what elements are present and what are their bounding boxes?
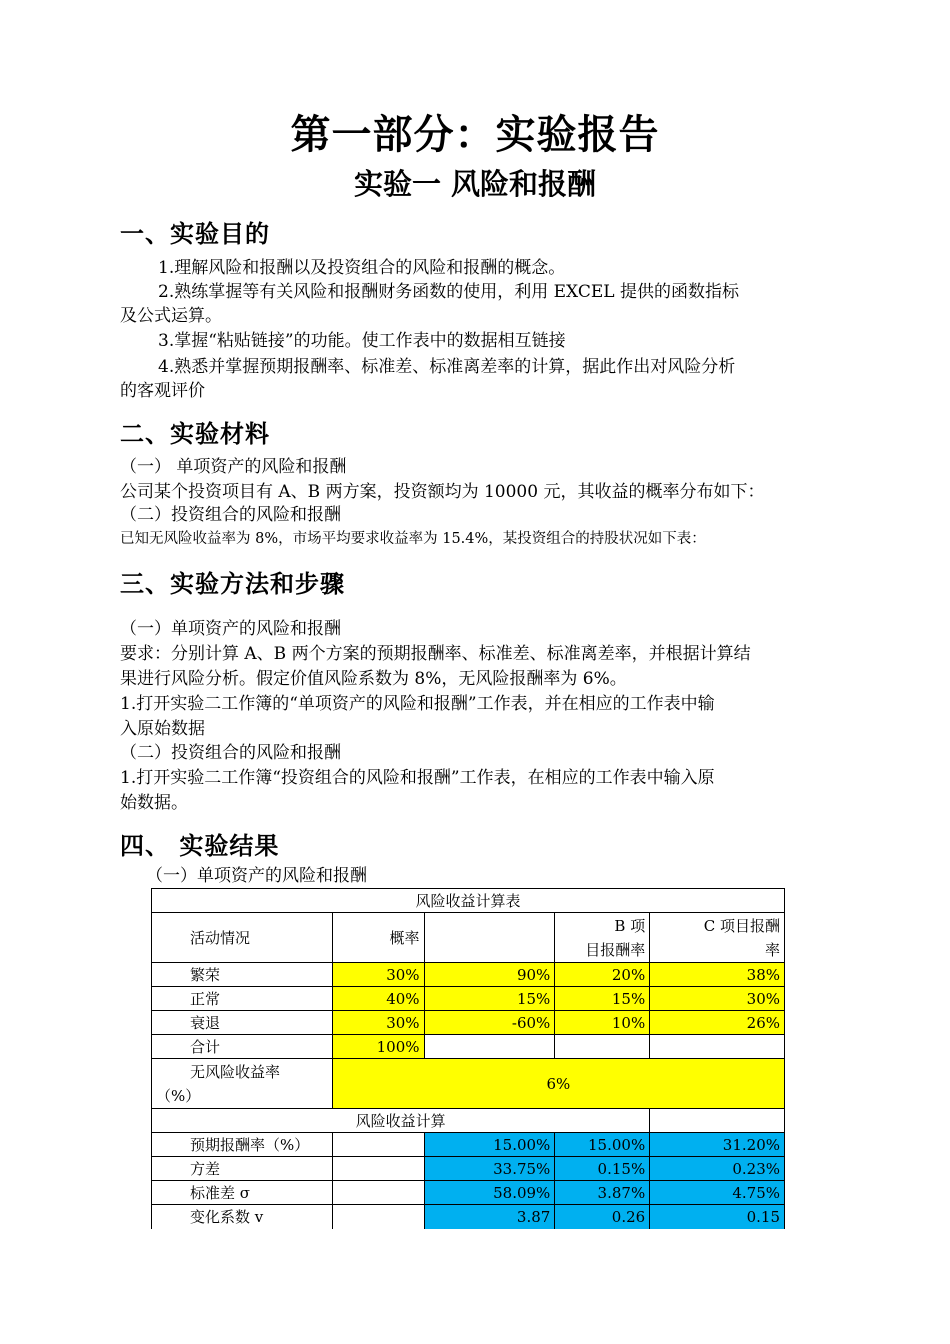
- calc-a: 33.75%: [424, 1157, 555, 1181]
- methods-line: （二）投资组合的风险和报酬: [120, 743, 341, 763]
- table-row: [152, 963, 785, 987]
- objective-item: 4.熟悉并掌握预期报酬率、标准差、标准离差率的计算，据此作出对风险分析: [158, 357, 736, 377]
- header-activity: 活动情况: [152, 913, 333, 963]
- table-total-row: [152, 1035, 785, 1059]
- calc-label: 方差: [152, 1157, 333, 1181]
- calc-b: 0.26: [555, 1205, 650, 1229]
- calc-b: 15.00%: [555, 1133, 650, 1157]
- materials-line: 公司某个投资项目有 A、B 两方案，投资额均为 10000 元，其收益的概率分布如下：: [120, 482, 765, 502]
- objective-item: 1.理解风险和报酬以及投资组合的风险和报酬的概念。: [158, 258, 566, 278]
- objective-item: 及公式运算。: [120, 306, 222, 326]
- risk-return-table: [151, 888, 785, 1229]
- methods-line: 1.打开实验二工作簿“投资组合的风险和报酬”工作表，在相应的工作表中输入原: [120, 768, 715, 788]
- header-c-line1: C 项目报酬: [703, 916, 780, 935]
- objective-item: 3.掌握“粘贴链接”的功能。使工作表中的数据相互链接: [158, 331, 566, 351]
- calc-label: 标准差 σ: [152, 1181, 333, 1205]
- cell-b: 15%: [555, 987, 650, 1011]
- table-riskfree-row: [152, 1059, 785, 1109]
- total-label: 合计: [152, 1035, 333, 1059]
- table-row: [152, 987, 785, 1011]
- header-b-line1: B 项: [614, 916, 646, 935]
- header-c: [650, 913, 785, 963]
- section-heading-materials: 二、实验材料: [120, 420, 270, 448]
- riskfree-label: [152, 1059, 333, 1109]
- calc-c: 0.15: [650, 1205, 785, 1229]
- riskfree-label-line2: （%）: [156, 1086, 201, 1105]
- empty-cell: [650, 1035, 785, 1059]
- results-subheading: （一）单项资产的风险和报酬: [146, 866, 367, 886]
- calc-row: [152, 1181, 785, 1205]
- cell-c: 26%: [650, 1011, 785, 1035]
- calc-row: [152, 1133, 785, 1157]
- header-a: [424, 913, 555, 963]
- materials-line: （一） 单项资产的风险和报酬: [120, 457, 347, 477]
- empty-cell: [555, 1035, 650, 1059]
- empty-cell: [332, 1205, 424, 1229]
- objective-item: 2.熟练掌握等有关风险和报酬财务函数的使用，利用 EXCEL 提供的函数指标: [158, 282, 739, 302]
- cell-b: 20%: [555, 963, 650, 987]
- page-subtitle: 实验一 风险和报酬: [353, 167, 597, 201]
- empty-cell: [332, 1157, 424, 1181]
- calc-b: 3.87%: [555, 1181, 650, 1205]
- calc-c: 4.75%: [650, 1181, 785, 1205]
- calc-a: 58.09%: [424, 1181, 555, 1205]
- calc-a: 3.87: [424, 1205, 555, 1229]
- methods-line: 要求：分别计算 A、B 两个方案的预期报酬率、标准差、标准离差率，并根据计算结: [120, 644, 751, 664]
- methods-line: 果进行风险分析。假定价值风险系数为 8%，无风险报酬率为 6%。: [120, 669, 627, 689]
- cell-a: -60%: [424, 1011, 555, 1035]
- calc-label: 预期报酬率（%）: [152, 1133, 333, 1157]
- materials-line: （二）投资组合的风险和报酬: [120, 505, 341, 525]
- header-b: [555, 913, 650, 963]
- table-title: 风险收益计算表: [152, 889, 785, 913]
- methods-line: 1.打开实验二工作簿的“单项资产的风险和报酬”工作表，并在相应的工作表中输: [120, 694, 715, 714]
- calc-label: 变化系数 v: [152, 1205, 333, 1229]
- row-label: 衰退: [152, 1011, 333, 1035]
- cell-c: 30%: [650, 987, 785, 1011]
- section-heading-objectives: 一、实验目的: [120, 220, 270, 248]
- cell-prob: 30%: [332, 963, 424, 987]
- calc-title: 风险收益计算: [152, 1109, 650, 1133]
- empty-cell: [650, 1109, 785, 1133]
- empty-cell: [332, 1181, 424, 1205]
- page-title: 第一部分：实验报告: [290, 112, 660, 158]
- calc-c: 0.23%: [650, 1157, 785, 1181]
- empty-cell: [424, 1035, 555, 1059]
- table-header-row: [152, 913, 785, 963]
- header-b-line2: 目报酬率: [585, 940, 646, 959]
- empty-cell: [332, 1133, 424, 1157]
- methods-line: 始数据。: [120, 793, 188, 813]
- calc-title-row: [152, 1109, 785, 1133]
- table-row: [152, 1011, 785, 1035]
- table-title-row: [152, 889, 785, 913]
- row-label: 繁荣: [152, 963, 333, 987]
- cell-b: 10%: [555, 1011, 650, 1035]
- calc-row: [152, 1205, 785, 1229]
- row-label: 正常: [152, 987, 333, 1011]
- cell-prob: 40%: [332, 987, 424, 1011]
- calc-b: 0.15%: [555, 1157, 650, 1181]
- riskfree-label-line1: 无风险收益率: [190, 1062, 281, 1081]
- calc-c: 31.20%: [650, 1133, 785, 1157]
- header-c-line2: 率: [764, 940, 780, 959]
- riskfree-value: 6%: [332, 1059, 784, 1109]
- methods-line: 入原始数据: [120, 719, 205, 739]
- section-heading-results: 四、 实验结果: [120, 832, 280, 860]
- methods-line: （一）单项资产的风险和报酬: [120, 619, 341, 639]
- materials-line: 已知无风险收益率为 8%，市场平均要求收益率为 15.4%，某投资组合的持股状况如下表：: [120, 531, 706, 547]
- total-prob: 100%: [332, 1035, 424, 1059]
- calc-row: [152, 1157, 785, 1181]
- objective-item: 的客观评价: [120, 381, 205, 401]
- cell-a: 90%: [424, 963, 555, 987]
- calc-a: 15.00%: [424, 1133, 555, 1157]
- header-prob: 概率: [332, 913, 424, 963]
- cell-prob: 30%: [332, 1011, 424, 1035]
- cell-c: 38%: [650, 963, 785, 987]
- section-heading-methods: 三、实验方法和步骤: [120, 570, 345, 598]
- cell-a: 15%: [424, 987, 555, 1011]
